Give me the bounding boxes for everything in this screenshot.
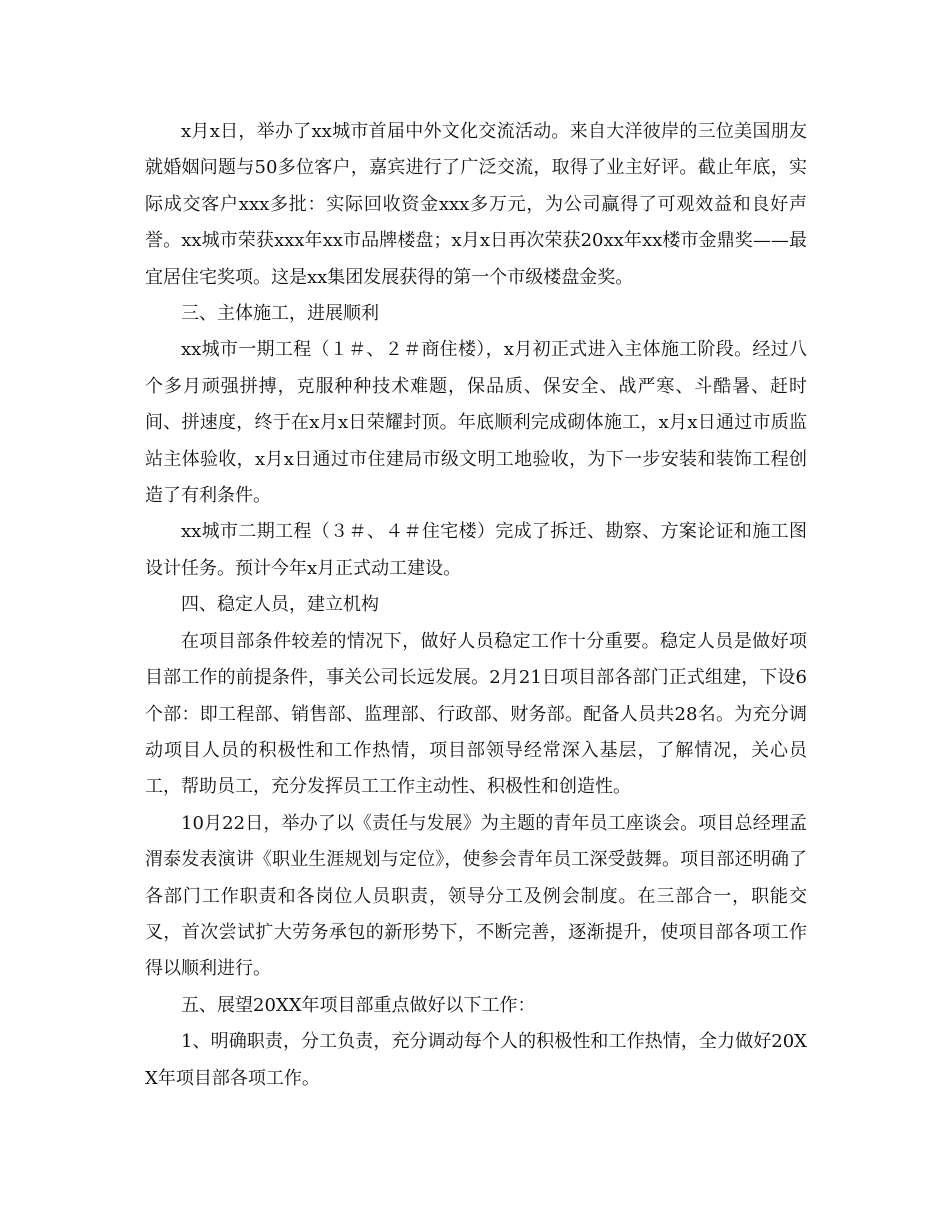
document-body	[145, 114, 807, 1097]
paragraph-staffing: 在项目部条件较差的情况下，做好人员稳定工作十分重要。稳定人员是做好项目部工作的前提条件，事关公司长远发展。2月21日项目部各部门正式组建，下设6个部：即工程部、销售部、监理部、行政部、财务部。配备人员共28名。为充分调动项目人员的积极性和工作热情，项目部领导经常深入基层，了解情况，关心员工，帮助员工，充分发挥员工工作主动性、积极性和创造性。	[145, 630, 807, 798]
paragraph-forum: 10月22日，举办了以《责任与发展》为主题的青年员工座谈会。项目总经理孟渭泰发表演讲《职业生涯规划与定位》，使参会青年员工深受鼓舞。项目部还明确了各部门工作职责和各岗位人员职责，领导分工及例会制度。在三部合一，职能交叉，首次尝试扩大劳务承包的新形势下，不断完善，逐渐提升，使项目部各项工作得以顺利进行。	[145, 812, 807, 980]
paragraph-phase-one: xx城市一期工程（１＃、２＃商住楼），x月初正式进入主体施工阶段。经过八个多月顽强拼搏，克服种种技术难题，保品质、保安全、战严寒、斗酷暑、赶时间、拼速度，终于在x月x日荣耀封顶。年底顺利完成砌体施工，x月x日通过市质监站主体验收，x月x日通过市住建局市级文明工地验收，为下一步安装和装饰工程创造了有利条件。	[145, 339, 807, 507]
paragraph-event-summary: x月x日，举办了xx城市首届中外文化交流活动。来自大洋彼岸的三位美国朋友就婚姻问题与50多位客户，嘉宾进行了广泛交流，取得了业主好评。截止年底，实际成交客户xxx多批：实际回收资金xxx多万元，为公司赢得了可观效益和良好声誉。xx城市荣获xxx年xx市品牌楼盘；x月x日再次荣获20xx年xx楼市金鼎奖——最宜居住宅奖项。这是xx集团发展获得的第一个市级楼盘金奖。	[145, 121, 807, 288]
paragraph-outlook-item-1: 1、明确职责，分工负责，充分调动每个人的积极性和工作热情，全力做好20XX年项目部各项工作。	[145, 1031, 807, 1089]
section-heading-staffing: 四、稳定人员，建立机构	[181, 594, 379, 616]
section-heading-construction: 三、主体施工，进展顺利	[181, 303, 379, 325]
paragraph-phase-two: xx城市二期工程（３＃、４＃住宅楼）完成了拆迁、勘察、方案论证和施工图设计任务。预计今年x月正式动工建设。	[145, 521, 807, 579]
section-heading-outlook: 五、展望20XX年项目部重点做好以下工作：	[181, 994, 536, 1016]
